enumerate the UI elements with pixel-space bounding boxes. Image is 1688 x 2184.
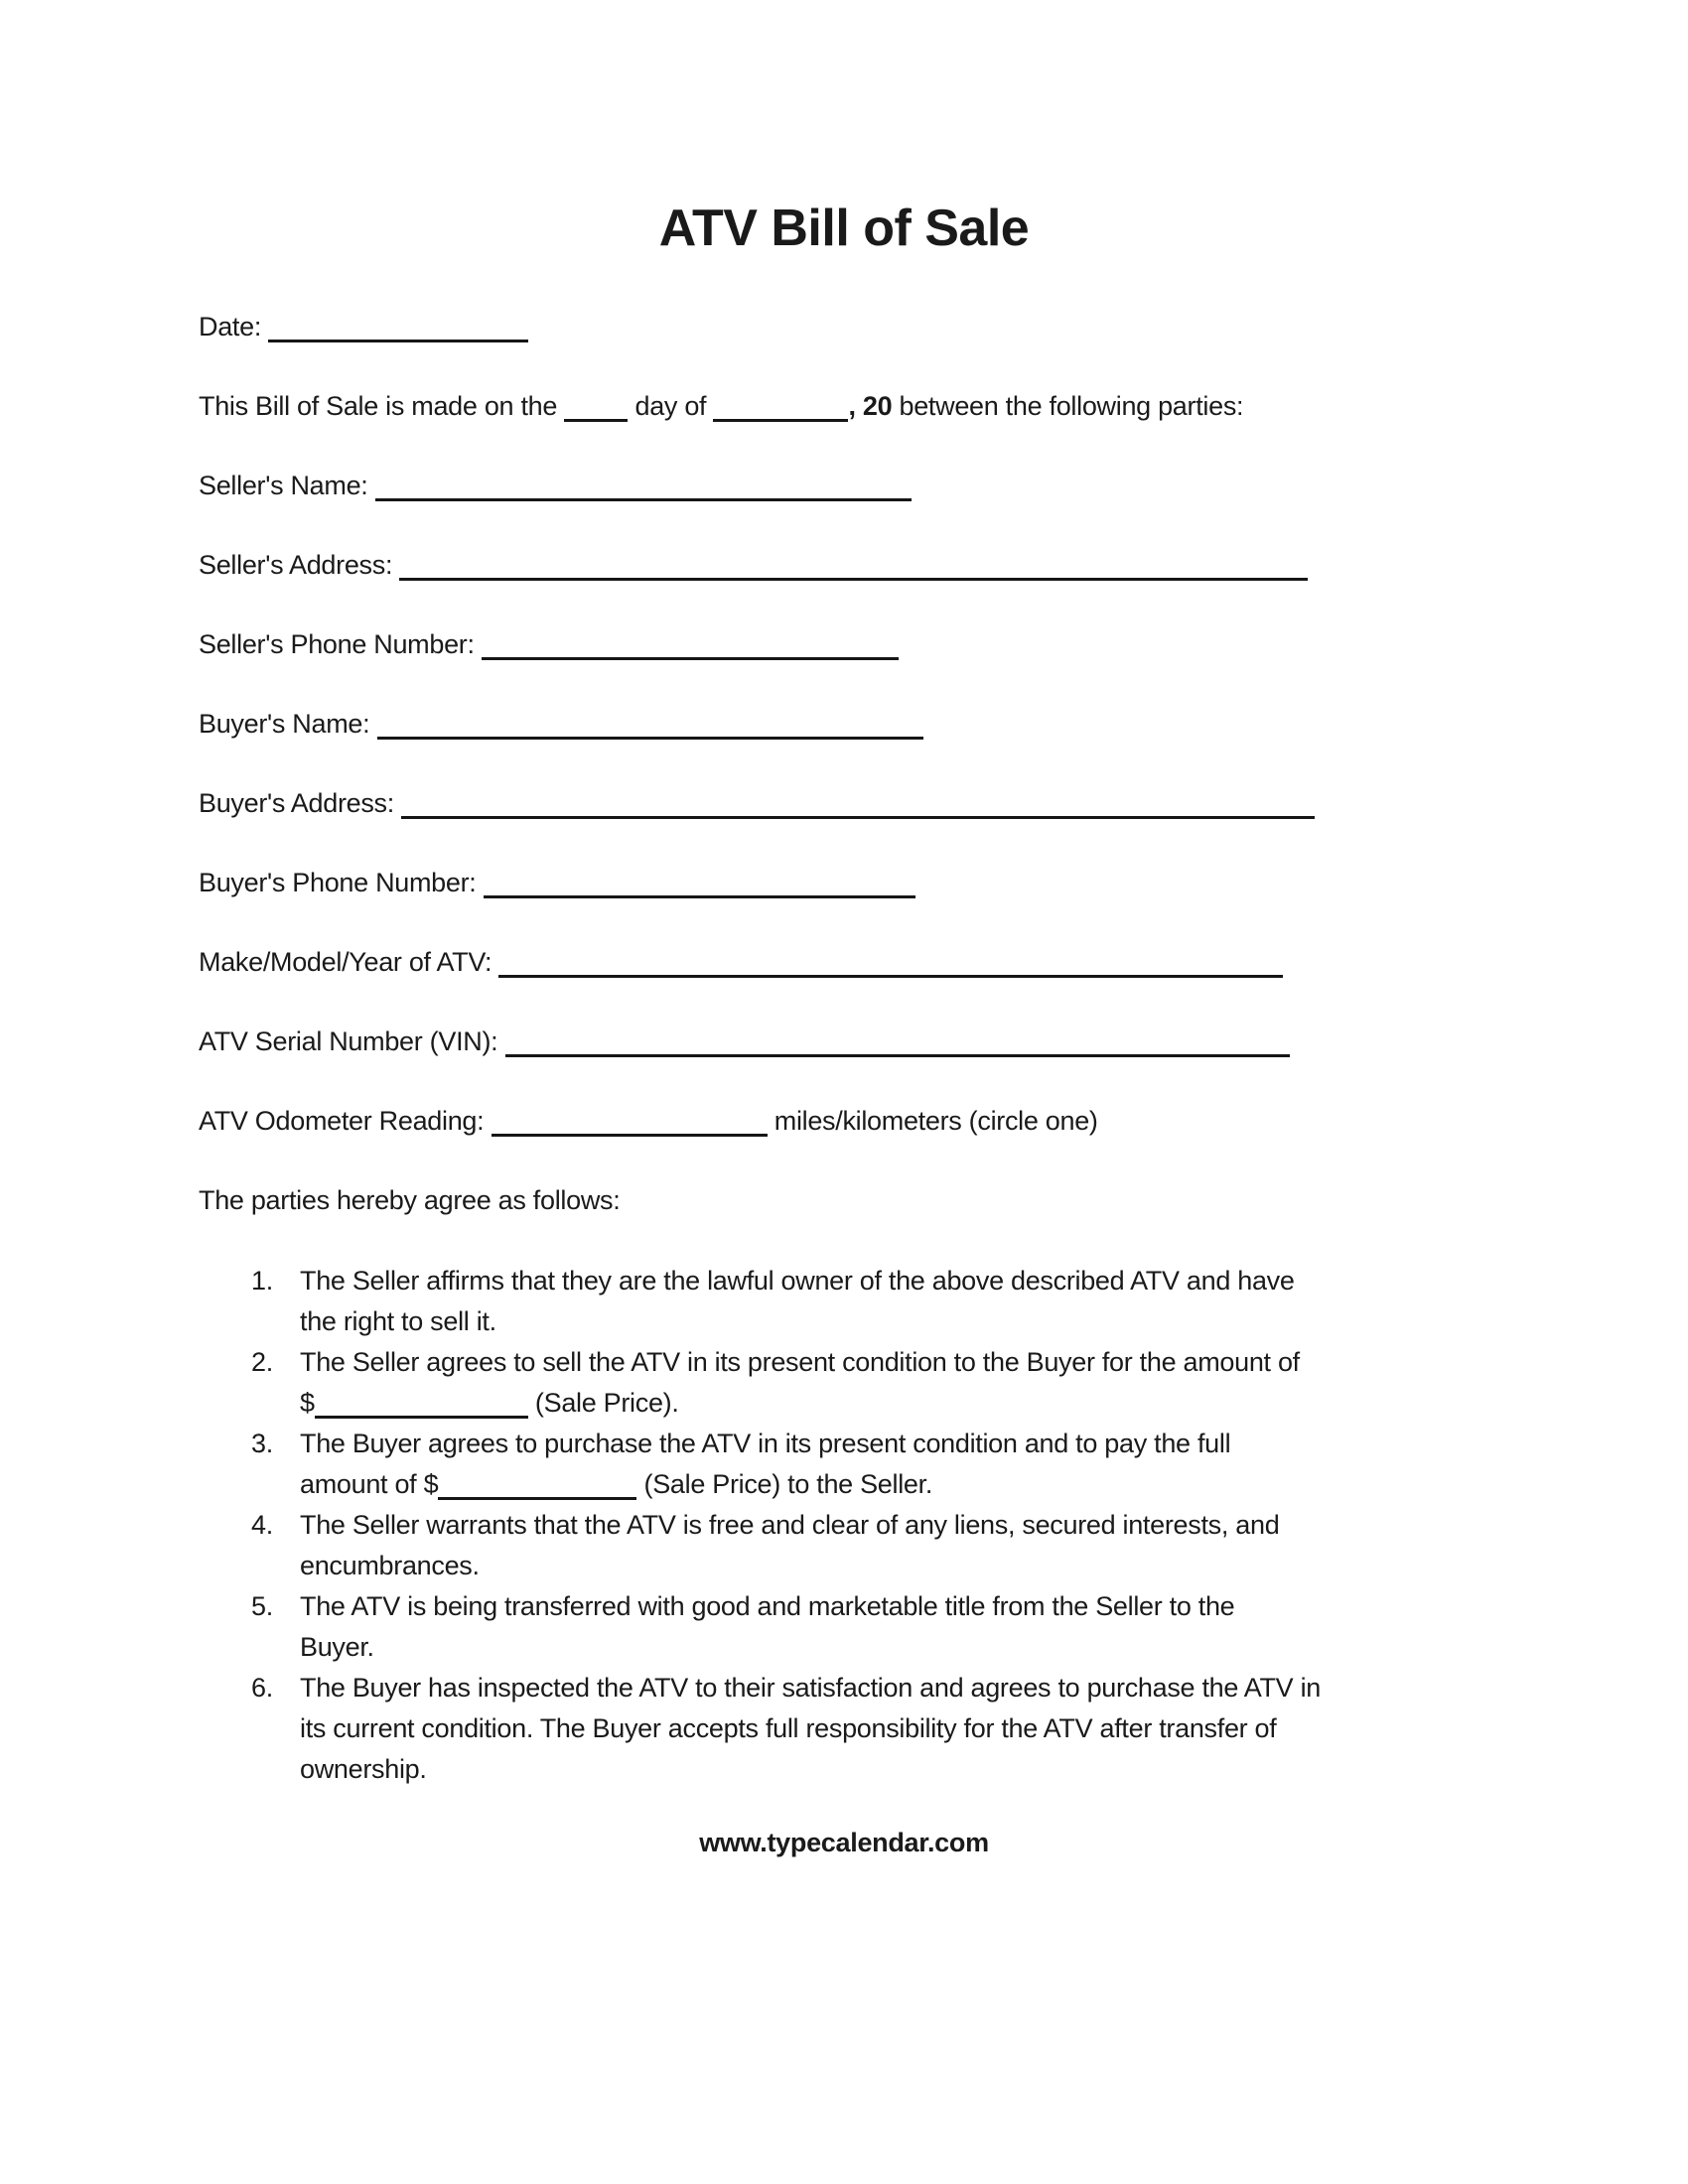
text-segment: (Sale Price). bbox=[527, 1388, 679, 1418]
item-line bbox=[300, 1708, 1321, 1749]
field-label: Buyer's Name: bbox=[199, 709, 377, 739]
text-segment: The Seller affirms that they are the lawful owner of the above described ATV and have bbox=[300, 1266, 1295, 1296]
item-number: 1. bbox=[251, 1266, 273, 1296]
form-field-row bbox=[199, 864, 1489, 901]
form-field-row bbox=[199, 705, 1489, 743]
form-field-row bbox=[199, 1023, 1489, 1060]
text-segment: Buyer. bbox=[300, 1632, 374, 1662]
text-segment: the right to sell it. bbox=[300, 1306, 496, 1336]
item-line bbox=[300, 1627, 1234, 1668]
blank-line bbox=[438, 1495, 636, 1500]
list-item bbox=[251, 1668, 1489, 1790]
list-item bbox=[251, 1424, 1489, 1505]
date-label: Date: bbox=[199, 312, 269, 341]
text-segment: $ bbox=[300, 1388, 315, 1418]
text-segment: The ATV is being transferred with good and marketable title from the Seller to the bbox=[300, 1591, 1235, 1621]
text-segment: its current condition. The Buyer accepts full responsibility for the ATV after transfer of bbox=[300, 1713, 1277, 1743]
form-field-row bbox=[199, 943, 1489, 981]
field-label: Make/Model/Year of ATV: bbox=[199, 947, 499, 977]
item-line bbox=[300, 1301, 1295, 1342]
field-blank bbox=[375, 496, 912, 501]
form-field-row bbox=[199, 467, 1489, 504]
field-suffix: miles/kilometers (circle one) bbox=[767, 1106, 1098, 1136]
field-label: Seller's Name: bbox=[199, 471, 375, 500]
field-label: ATV Serial Number (VIN): bbox=[199, 1026, 505, 1056]
field-label: Buyer's Phone Number: bbox=[199, 868, 484, 897]
text-segment: day of bbox=[628, 391, 714, 421]
text-segment: ownership. bbox=[300, 1754, 427, 1784]
item-line bbox=[300, 1668, 1321, 1708]
blank-line bbox=[315, 1414, 528, 1419]
field-label: Buyer's Address: bbox=[199, 788, 402, 818]
form-fields bbox=[199, 467, 1489, 1140]
list-item bbox=[251, 1586, 1489, 1668]
field-blank bbox=[377, 735, 923, 740]
agreement-intro: The parties hereby agree as follows: bbox=[199, 1185, 621, 1215]
list-item bbox=[251, 1342, 1489, 1424]
text-segment: amount of $ bbox=[300, 1469, 439, 1499]
page-title: ATV Bill of Sale bbox=[658, 200, 1030, 257]
field-blank bbox=[484, 893, 915, 898]
list-item bbox=[251, 1505, 1489, 1586]
text-segment: This Bill of Sale is made on the bbox=[199, 391, 565, 421]
text-segment: encumbrances. bbox=[300, 1551, 480, 1580]
field-label: Seller's Phone Number: bbox=[199, 629, 482, 659]
form-field-row bbox=[199, 625, 1489, 663]
text-segment: between the following parties: bbox=[892, 391, 1244, 421]
item-text bbox=[300, 1586, 1234, 1668]
item-line bbox=[300, 1424, 1230, 1464]
item-text bbox=[300, 1505, 1279, 1586]
field-blank bbox=[399, 576, 1308, 581]
date-blank bbox=[268, 338, 528, 342]
item-line bbox=[300, 1464, 1230, 1505]
agreement-list bbox=[199, 1261, 1489, 1790]
item-line bbox=[300, 1505, 1279, 1546]
item-number: 3. bbox=[251, 1429, 273, 1458]
text-segment: The Buyer agrees to purchase the ATV in its present condition and to pay the full bbox=[300, 1429, 1231, 1458]
intro-paragraph bbox=[199, 387, 1489, 425]
item-line bbox=[300, 1586, 1234, 1627]
text-segment: (Sale Price) to the Seller. bbox=[636, 1469, 933, 1499]
field-blank bbox=[401, 814, 1315, 819]
field-blank bbox=[482, 655, 899, 660]
date-row bbox=[199, 308, 1489, 345]
item-line bbox=[300, 1261, 1295, 1301]
item-line bbox=[300, 1749, 1321, 1790]
item-text bbox=[300, 1342, 1300, 1424]
item-number: 5. bbox=[251, 1591, 273, 1621]
item-number: 6. bbox=[251, 1673, 273, 1703]
site-footer: www.typecalendar.com bbox=[699, 1828, 989, 1857]
item-text bbox=[300, 1424, 1230, 1505]
item-line bbox=[300, 1342, 1300, 1383]
item-text bbox=[300, 1668, 1321, 1790]
field-blank bbox=[505, 1052, 1290, 1057]
list-item bbox=[251, 1261, 1489, 1342]
item-line bbox=[300, 1383, 1300, 1424]
text-segment: The Seller warrants that the ATV is free and clear of any liens, secured interests, and bbox=[300, 1510, 1280, 1540]
text-segment: The Buyer has inspected the ATV to their satisfaction and agrees to purchase the ATV in bbox=[300, 1673, 1322, 1703]
text-segment: , 20 bbox=[848, 391, 893, 421]
blank-line bbox=[564, 417, 628, 422]
field-label: ATV Odometer Reading: bbox=[199, 1106, 492, 1136]
form-field-row bbox=[199, 784, 1489, 822]
field-blank bbox=[498, 973, 1283, 978]
field-label: Seller's Address: bbox=[199, 550, 400, 580]
item-line bbox=[300, 1546, 1279, 1586]
item-text bbox=[300, 1261, 1295, 1342]
text-segment: The Seller agrees to sell the ATV in its present condition to the Buyer for the amount of bbox=[300, 1347, 1300, 1377]
blank-line bbox=[713, 417, 848, 422]
field-blank bbox=[492, 1132, 768, 1137]
item-number: 4. bbox=[251, 1510, 273, 1540]
form-field-row bbox=[199, 1102, 1489, 1140]
form-field-row bbox=[199, 546, 1489, 584]
item-number: 2. bbox=[251, 1347, 273, 1377]
